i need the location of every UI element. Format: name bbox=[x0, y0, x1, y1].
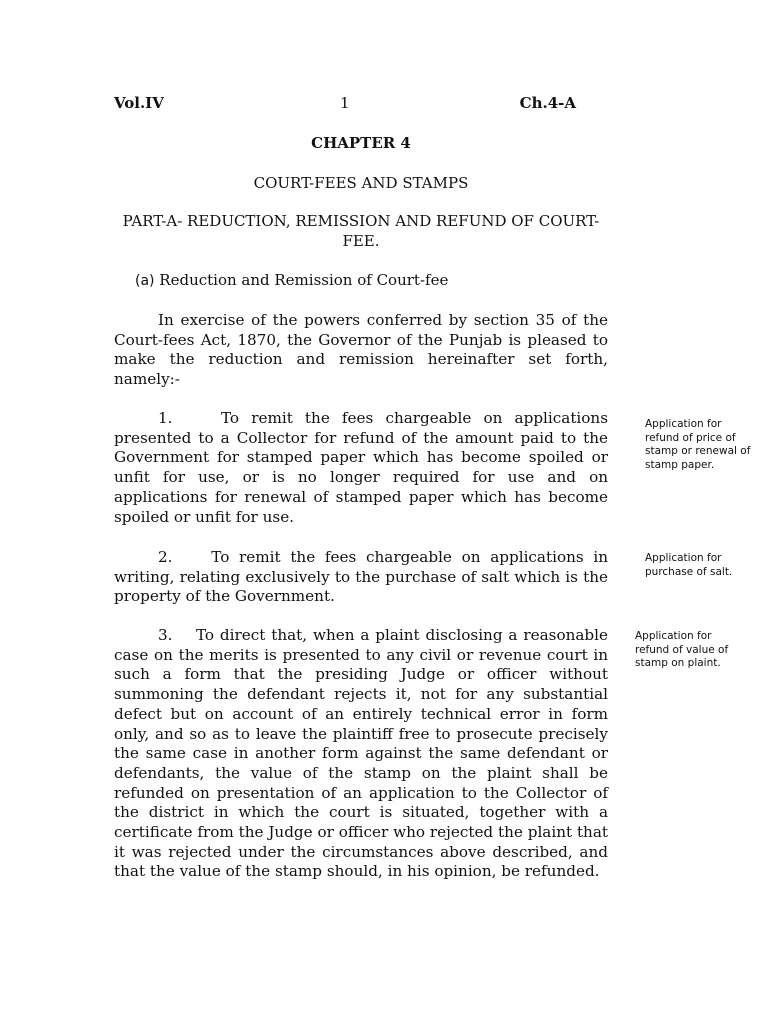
section-heading: COURT-FEES AND STAMPS bbox=[253, 174, 469, 192]
subheading-label: (a) bbox=[135, 273, 155, 289]
margin-note-2: Application for purchase of salt. bbox=[645, 552, 733, 578]
margin-note-3: Application for refund of value of stamp on plaint. bbox=[635, 630, 729, 669]
subheading bbox=[135, 270, 448, 291]
subheading-text: Reduction and Remission of Court-fee bbox=[159, 271, 449, 289]
page-header bbox=[114, 94, 584, 114]
paragraph-2: 2. To remit the fees chargeable on applications in writing, relating exclusively to the purchase of salt which is the property of the Government. bbox=[114, 548, 608, 606]
margin-note-1: Application for refund of price of stamp or renewal of stamp paper. bbox=[645, 418, 751, 471]
page-number: 1 bbox=[340, 94, 350, 112]
part-heading: PART-A- REDUCTION, REMISSION AND REFUND OF COURT-FEE. bbox=[122, 212, 600, 250]
volume-label: Vol.IV bbox=[114, 94, 164, 112]
intro-paragraph: In exercise of the powers conferred by section 35 of the Court-fees Act, 1870, the Governor of the Punjab is pleased to make the reduction and remission hereinafter set forth, namely:- bbox=[114, 311, 608, 389]
chapter-reference: Ch.4-A bbox=[519, 94, 576, 112]
chapter-heading: CHAPTER 4 bbox=[311, 134, 411, 152]
paragraph-1: 1. To remit the fees chargeable on applications presented to a Collector for refund of the amount paid to the Government for stamped paper which has become spoiled or unfit for use, or is no longer required for use and on applications for renewal of stamped paper which has become spoiled or unfit for use. bbox=[114, 409, 608, 526]
paragraph-3: 3. To direct that, when a plaint disclosing a reasonable case on the merits is presented to any civil or revenue court in such a form that the presiding Judge or officer without summoning the defendant rejects it, not for any substantial defect but on account of an entirely technical error in form only, and so as to leave the plaintiff free to prosecute precisely the same case in another form against the same defendant or defendants, the value of the stamp on the plaint shall be refunded on presentation of an application to the Collector of the district in which the court is situated, together with a certificate from the Judge or officer who rejected the plaint that it was rejected under the circumstances above described, and that the value of the stamp should, in his opinion, be refunded. bbox=[114, 626, 608, 881]
